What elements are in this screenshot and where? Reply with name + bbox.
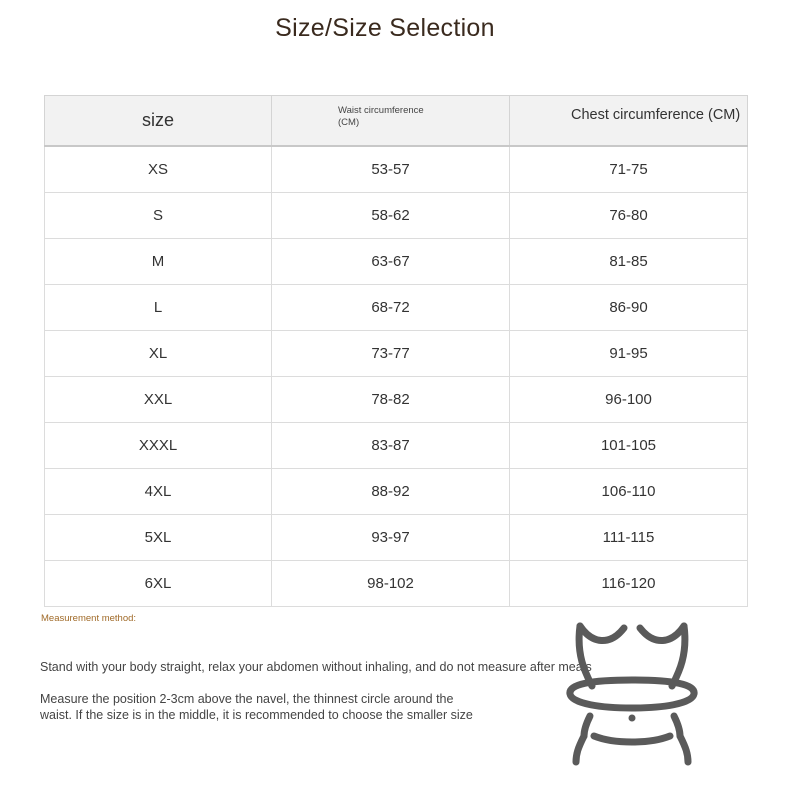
cell-waist: 88-92 (272, 469, 510, 515)
table-row (45, 285, 748, 331)
table-row (45, 331, 748, 377)
table-row (45, 239, 748, 285)
torso-waist-measure-icon (562, 616, 702, 766)
header-size: size (45, 96, 272, 147)
cell-waist: 93-97 (272, 515, 510, 561)
cell-chest: 106-110 (510, 469, 748, 515)
cell-chest: 96-100 (510, 377, 748, 423)
table-row (45, 193, 748, 239)
table-header-row (45, 96, 748, 147)
table-row (45, 423, 748, 469)
header-chest (510, 96, 748, 147)
cell-chest: 86-90 (510, 285, 748, 331)
size-chart-table (44, 95, 748, 607)
cell-size: S (45, 193, 272, 239)
cell-size: L (45, 285, 272, 331)
cell-size: XL (45, 331, 272, 377)
cell-waist: 58-62 (272, 193, 510, 239)
navel-icon (629, 715, 636, 722)
cell-chest: 111-115 (510, 515, 748, 561)
cell-waist: 68-72 (272, 285, 510, 331)
table-row (45, 146, 748, 193)
cell-chest: 116-120 (510, 561, 748, 607)
cell-waist: 53-57 (272, 146, 510, 193)
cell-size: M (45, 239, 272, 285)
cell-size: XXL (45, 377, 272, 423)
measurement-note-position: Measure the position 2-3cm above the navel, the thinnest circle around the waist. If the size is in the middle, it is recommended to choose the smaller size (40, 692, 473, 722)
cell-waist: 73-77 (272, 331, 510, 377)
cell-waist: 78-82 (272, 377, 510, 423)
measurement-method-title: Measurement method: (41, 613, 137, 624)
table-row (45, 515, 748, 561)
cell-size: 5XL (45, 515, 272, 561)
header-waist (272, 96, 510, 147)
cell-size: XS (45, 146, 272, 193)
header-waist-label: Waist circumference (CM) (338, 105, 424, 128)
cell-waist: 98-102 (272, 561, 510, 607)
cell-chest: 91-95 (510, 331, 748, 377)
cell-chest: 76-80 (510, 193, 748, 239)
page-title: Size/Size Selection (275, 14, 495, 42)
cell-chest: 101-105 (510, 423, 748, 469)
cell-chest: 81-85 (510, 239, 748, 285)
table-row (45, 561, 748, 607)
cell-size: XXXL (45, 423, 272, 469)
cell-size: 6XL (45, 561, 272, 607)
table-row (45, 469, 748, 515)
cell-size: 4XL (45, 469, 272, 515)
header-chest-label: Chest circumference (CM) (571, 107, 741, 123)
cell-waist: 63-67 (272, 239, 510, 285)
measurement-note-posture: Stand with your body straight, relax your abdomen without inhaling, and do not measure after meals (40, 660, 592, 674)
cell-chest: 71-75 (510, 146, 748, 193)
table-row (45, 377, 748, 423)
cell-waist: 83-87 (272, 423, 510, 469)
